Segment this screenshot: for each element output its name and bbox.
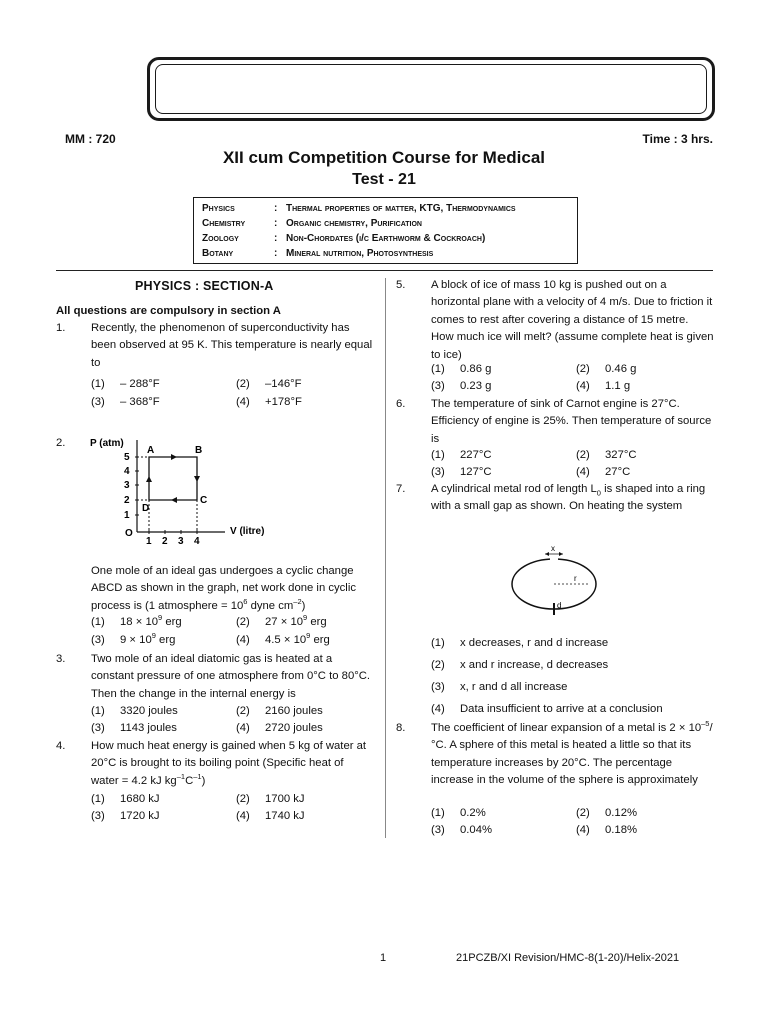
option[interactable] bbox=[91, 720, 177, 737]
y-tick-label: 5 bbox=[124, 452, 130, 463]
ring-diagram bbox=[500, 540, 610, 620]
option[interactable] bbox=[236, 632, 330, 649]
option-value: 0.86 g bbox=[460, 363, 492, 375]
option-row bbox=[91, 394, 374, 411]
question-text bbox=[431, 481, 714, 516]
question-number: 3. bbox=[56, 653, 66, 665]
origin-label: O bbox=[125, 528, 133, 539]
syllabus-topics: Non-Chordates (i/c Earthworm & Cockroach) bbox=[286, 233, 486, 244]
option-number: (4) bbox=[576, 380, 590, 392]
option-value: 1143 joules bbox=[120, 722, 177, 734]
arrow-bc bbox=[194, 476, 200, 482]
syllabus-colon: : bbox=[274, 218, 278, 229]
arrow-right bbox=[559, 552, 563, 556]
arrow-left bbox=[545, 552, 549, 556]
option-row bbox=[91, 720, 374, 737]
option-number: (1) bbox=[431, 637, 445, 649]
text-part: How much heat energy is gained when 5 kg of water at 20°C is brought to its boiling point (Specific heat of water = 4.2 kJ kg bbox=[91, 740, 367, 787]
question-number: 2. bbox=[56, 437, 66, 449]
option-row bbox=[431, 378, 714, 395]
option-number: (4) bbox=[431, 703, 445, 715]
syllabus-colon: : bbox=[274, 233, 278, 244]
option-number: (3) bbox=[91, 722, 105, 734]
option[interactable] bbox=[431, 378, 491, 395]
syllabus-row bbox=[202, 216, 569, 231]
option-value: 0.12% bbox=[605, 807, 638, 819]
max-marks: MM : 720 bbox=[65, 132, 116, 146]
syllabus-subject: Chemistry bbox=[202, 218, 246, 229]
syllabus-topics: Organic chemistry, Purification bbox=[286, 218, 422, 229]
option[interactable] bbox=[431, 361, 491, 378]
option[interactable] bbox=[431, 635, 608, 652]
thickness-label: d bbox=[557, 601, 562, 610]
option-value: 0.46 g bbox=[605, 363, 637, 375]
option-value: 0.04% bbox=[460, 824, 493, 836]
option[interactable] bbox=[576, 822, 637, 839]
option-number: (4) bbox=[236, 396, 250, 408]
option-value: 27°C bbox=[605, 466, 631, 478]
radius-label: r bbox=[574, 574, 577, 583]
y-tick-label: 3 bbox=[124, 480, 130, 491]
option-row bbox=[431, 822, 714, 839]
syllabus-topics: Thermal properties of matter, KTG, Thermodynamics bbox=[286, 203, 516, 214]
question-text: Two mole of an ideal diatomic gas is heated at a constant pressure of one atmosphere from 0°C to 80°C. Then the change in the internal energy is bbox=[91, 653, 371, 700]
section-heading: PHYSICS : SECTION-A bbox=[135, 279, 274, 293]
option-value: 0.18% bbox=[605, 824, 638, 836]
pv-graph bbox=[90, 432, 285, 547]
option-number: (1) bbox=[431, 363, 445, 375]
x-tick-label: 3 bbox=[178, 536, 184, 547]
option[interactable] bbox=[236, 720, 323, 737]
text-part: One mole of an ideal gas undergoes a cyclic change ABCD as shown in the graph, net work done in cyclic process is (1 atmosphere = 10 bbox=[91, 565, 356, 612]
option-row bbox=[91, 791, 374, 808]
option[interactable] bbox=[236, 394, 302, 411]
option-number: (1) bbox=[431, 449, 445, 461]
superscript: –5 bbox=[701, 719, 710, 729]
option-number: (2) bbox=[236, 378, 250, 390]
option-row bbox=[431, 805, 714, 822]
syllabus-subject: Botany bbox=[202, 248, 234, 259]
question-text bbox=[91, 563, 374, 615]
x-tick-label: 1 bbox=[146, 536, 152, 547]
option-unit: erg bbox=[310, 634, 330, 646]
option-number: (3) bbox=[431, 681, 445, 693]
option-value: x and r increase, d decreases bbox=[460, 659, 609, 671]
option-row bbox=[431, 447, 714, 464]
option[interactable] bbox=[91, 703, 178, 720]
superscript: –1 bbox=[176, 772, 186, 782]
option-value: 227°C bbox=[460, 449, 492, 461]
option[interactable] bbox=[431, 657, 608, 674]
question-text: A block of ice of mass 10 kg is pushed out on a horizontal plane with a velocity of 4 m/s. Due to friction it comes to rest after covering a distance of 15 metre. How much ice will melt? (assume complete heat is given to ice) bbox=[431, 279, 714, 361]
option-value: 127°C bbox=[460, 466, 492, 478]
option-number: (3) bbox=[91, 396, 105, 408]
superscript: 9 bbox=[303, 613, 308, 623]
option-value: 1700 kJ bbox=[265, 793, 305, 805]
text-part: is shaped into a ring with a small gap as shown. On heating the system bbox=[431, 483, 706, 513]
cycle-path bbox=[149, 457, 197, 500]
option-row bbox=[431, 464, 714, 481]
option-value: 1740 kJ bbox=[265, 810, 305, 822]
gap-label-x: x bbox=[551, 544, 555, 553]
option-value: +178°F bbox=[265, 396, 302, 408]
option-value: 4.5 × 10 bbox=[265, 634, 307, 646]
text-part: The coefficient of linear expansion of a metal is 2 × 10 bbox=[431, 722, 702, 734]
option-value: – 288°F bbox=[120, 378, 160, 390]
option[interactable] bbox=[576, 378, 630, 395]
superscript: –2 bbox=[293, 597, 302, 607]
option[interactable] bbox=[91, 791, 160, 808]
option-row bbox=[91, 376, 374, 393]
question-text bbox=[91, 738, 374, 790]
time-allowed: Time : 3 hrs. bbox=[642, 132, 713, 146]
option-number: (1) bbox=[91, 705, 105, 717]
option-number: (2) bbox=[236, 616, 250, 628]
option-unit: erg bbox=[162, 616, 182, 628]
option[interactable] bbox=[576, 805, 637, 822]
text-part: ) bbox=[301, 599, 306, 612]
option-unit: erg bbox=[155, 634, 176, 646]
point-label-b: B bbox=[195, 445, 203, 456]
syllabus-box bbox=[193, 197, 578, 264]
option[interactable] bbox=[431, 701, 663, 718]
superscript: 9 bbox=[158, 613, 163, 623]
option-value: – 368°F bbox=[120, 396, 160, 408]
option-value: Data insufficient to arrive at a conclusion bbox=[460, 703, 663, 715]
option[interactable] bbox=[431, 805, 486, 822]
syllabus-colon: : bbox=[274, 248, 278, 259]
y-tick-label: 4 bbox=[124, 466, 130, 477]
option-number: (2) bbox=[236, 705, 250, 717]
option-row bbox=[91, 614, 374, 631]
y-tick-label: 2 bbox=[124, 495, 130, 506]
option-number: (4) bbox=[576, 824, 590, 836]
syllabus-subject: Physics bbox=[202, 203, 235, 214]
option-number: (1) bbox=[431, 807, 445, 819]
option[interactable] bbox=[91, 376, 160, 393]
column-divider bbox=[385, 278, 386, 838]
text-part: /°C. A sphere of this metal is heated a little so that its temperature increases by 20°C. The percentage increase in the volume of the sphere is approximately bbox=[431, 722, 713, 787]
option-value: x decreases, r and d increase bbox=[460, 637, 609, 649]
superscript: –1 bbox=[193, 772, 202, 782]
text-part: dyne cm bbox=[247, 599, 294, 612]
option-value: 27 × 10 bbox=[265, 616, 304, 628]
superscript: 6 bbox=[243, 597, 248, 607]
question-number: 5. bbox=[396, 279, 406, 291]
page-number: 1 bbox=[380, 952, 387, 964]
syllabus-colon: : bbox=[274, 203, 278, 214]
option-value: 1680 kJ bbox=[120, 793, 160, 805]
option-number: (2) bbox=[576, 363, 590, 375]
option[interactable] bbox=[236, 808, 305, 825]
option[interactable] bbox=[91, 614, 182, 631]
option-row bbox=[91, 632, 374, 649]
option-value: 3320 joules bbox=[120, 705, 178, 717]
syllabus-row bbox=[202, 201, 569, 216]
syllabus-topics: Mineral nutrition, Photosynthesis bbox=[286, 248, 434, 259]
option[interactable] bbox=[576, 361, 636, 378]
option-value: 2160 joules bbox=[265, 705, 323, 717]
ring-gap bbox=[550, 557, 558, 562]
option-value: 18 × 10 bbox=[120, 616, 159, 628]
option-row bbox=[91, 703, 374, 720]
option-value: 0.23 g bbox=[460, 380, 492, 392]
document-code: 21PCZB/XI Revision/HMC-8(1-20)/Helix-2021 bbox=[456, 952, 680, 964]
question-text bbox=[431, 720, 714, 790]
point-label-a: A bbox=[147, 445, 155, 456]
option-value: 327°C bbox=[605, 449, 637, 461]
course-title: XII cum Competition Course for Medical bbox=[222, 148, 546, 167]
question-number: 7. bbox=[396, 483, 406, 495]
option[interactable] bbox=[431, 822, 492, 839]
option[interactable] bbox=[91, 394, 160, 411]
option-number: (4) bbox=[576, 466, 590, 478]
option[interactable] bbox=[431, 679, 567, 696]
option[interactable] bbox=[576, 447, 637, 464]
option-number: (2) bbox=[236, 793, 250, 805]
subscript: 0 bbox=[596, 488, 601, 498]
point-label-c: C bbox=[200, 495, 208, 506]
option-value: 0.2% bbox=[460, 807, 486, 819]
option-value: 1.1 g bbox=[605, 380, 631, 392]
option[interactable] bbox=[91, 632, 175, 649]
arrow-ab bbox=[171, 454, 177, 460]
option[interactable] bbox=[236, 376, 302, 393]
y-tick-label: 1 bbox=[124, 510, 130, 521]
point-label-d: D bbox=[142, 503, 150, 514]
option-row bbox=[91, 808, 374, 825]
x-tick-label: 4 bbox=[194, 536, 200, 547]
option-value: x, r and d all increase bbox=[460, 681, 568, 693]
option-number: (2) bbox=[576, 807, 590, 819]
option-row bbox=[431, 701, 714, 718]
option[interactable] bbox=[91, 808, 160, 825]
syllabus-row bbox=[202, 246, 569, 261]
option-number: (3) bbox=[91, 634, 105, 646]
text-part: ) bbox=[201, 774, 206, 787]
title-box bbox=[147, 57, 715, 121]
option-number: (4) bbox=[236, 722, 250, 734]
option-row bbox=[431, 361, 714, 378]
syllabus-row bbox=[202, 231, 569, 246]
option-number: (4) bbox=[236, 634, 250, 646]
option[interactable] bbox=[236, 614, 327, 631]
option[interactable] bbox=[236, 703, 323, 720]
section-instruction: All questions are compulsory in section A bbox=[56, 305, 281, 317]
title-box-inner bbox=[155, 64, 707, 114]
option-number: (1) bbox=[91, 378, 105, 390]
header-divider bbox=[56, 270, 713, 271]
y-axis-label: P (atm) bbox=[90, 438, 124, 449]
option-number: (2) bbox=[431, 659, 445, 671]
option-number: (3) bbox=[91, 810, 105, 822]
option-value: 9 × 10 bbox=[120, 634, 152, 646]
arrow-cd bbox=[171, 497, 177, 503]
option-row bbox=[431, 635, 714, 652]
arrow-da bbox=[146, 476, 152, 482]
option-number: (3) bbox=[431, 466, 445, 478]
question-text: The temperature of sink of Carnot engine is 27°C. Efficiency of engine is 25%. Then temperature of source is bbox=[431, 398, 712, 445]
option[interactable] bbox=[431, 464, 492, 481]
option-number: (3) bbox=[431, 824, 445, 836]
question-text: Recently, the phenomenon of superconductivity has been observed at 95 K. This temperature is nearly equal to bbox=[91, 322, 373, 369]
question-number: 1. bbox=[56, 322, 66, 334]
text-part: A cylindrical metal rod of length L bbox=[431, 483, 597, 495]
option-row bbox=[431, 679, 714, 696]
option-row bbox=[431, 657, 714, 674]
question-number: 6. bbox=[396, 398, 406, 410]
option-value: –146°F bbox=[265, 378, 302, 390]
option-number: (4) bbox=[236, 810, 250, 822]
superscript: 9 bbox=[306, 631, 311, 641]
option-number: (1) bbox=[91, 793, 105, 805]
superscript: 9 bbox=[151, 631, 156, 641]
text-part: C bbox=[185, 774, 194, 787]
option[interactable] bbox=[236, 791, 305, 808]
option-unit: erg bbox=[307, 616, 327, 628]
x-tick-label: 2 bbox=[162, 536, 168, 547]
option-number: (3) bbox=[431, 380, 445, 392]
syllabus-subject: Zoology bbox=[202, 233, 239, 244]
option-value: 1720 kJ bbox=[120, 810, 160, 822]
option-value: 2720 joules bbox=[265, 722, 323, 734]
option[interactable] bbox=[431, 447, 492, 464]
test-title: Test - 21 bbox=[352, 171, 416, 188]
option[interactable] bbox=[576, 464, 630, 481]
question-number: 8. bbox=[396, 722, 406, 734]
question-number: 4. bbox=[56, 740, 66, 752]
x-axis-label: V (litre) bbox=[230, 526, 265, 537]
option-number: (1) bbox=[91, 616, 105, 628]
option-number: (2) bbox=[576, 449, 590, 461]
